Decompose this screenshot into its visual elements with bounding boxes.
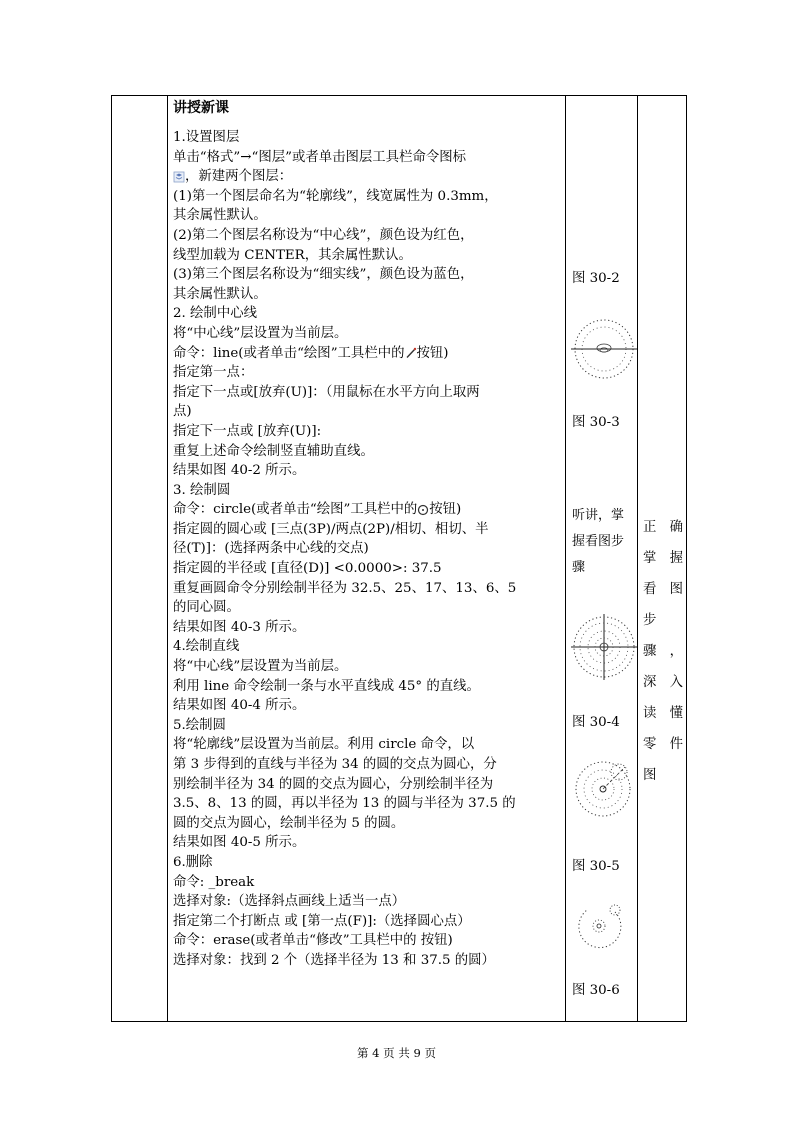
text-line: 命令: _break (173, 874, 255, 890)
objective-line: 看图 (643, 582, 683, 597)
text-line: 3.5、8、13 的圆，再以半径为 13 的圆与半径为 37.5 的 (173, 796, 516, 812)
figure-label: 图 30-3 (572, 415, 620, 430)
text-line: (3)第三个图层名称设为“细实线”，颜色设为蓝色， (173, 267, 474, 283)
text-line: 2. 绘制中心线 (173, 306, 257, 322)
text-line: 结果如图 40-2 所示。 (173, 463, 306, 479)
objective-line: 掌握 (643, 551, 683, 566)
text-line (173, 344, 563, 364)
text-line: 指定圆的圆心或 [三点(3P)/两点(2P)/相切、相切、半 (173, 521, 489, 537)
text-line (173, 167, 563, 187)
objective-line: 正确 (643, 520, 683, 535)
objective-line: 零件 (643, 737, 683, 752)
circle-tool-icon (417, 504, 429, 516)
objective-line: 骤， (643, 644, 683, 659)
text-segment: 按钮) (429, 502, 462, 518)
page-footer: 第 4 页 共 9 页 (357, 1046, 436, 1060)
text-line: 线型加载为 CENTER，其余属性默认。 (173, 247, 412, 263)
figure-30-6-drawing (575, 900, 627, 950)
text-line: 4.绘制直线 (173, 639, 240, 655)
text-line: 指定圆的半径或 [直径(D)] <0.0000>: 37.5 (173, 561, 442, 577)
text-line: 将“中心线”层设置为当前层。 (173, 325, 348, 341)
column-divider (637, 95, 638, 1022)
text-line: 6.删除 (173, 854, 213, 870)
text-line: 重复画圆命令分别绘制半径为 32.5、25、17、13、6、5 (173, 580, 517, 596)
objective-line: 步 (643, 613, 657, 628)
note-line: 握看图步 (572, 534, 625, 549)
text-line: 单击“格式”→“图层”或者单击图层工具栏命令图标 (173, 149, 467, 165)
objective-line: 读懂 (643, 706, 683, 721)
text-line: 别绘制半径为 34 的圆的交点为圆心，分别绘制半径为 (173, 776, 494, 792)
text-line: (2)第二个图层名称设为“中心线”，颜色设为红色， (173, 227, 474, 243)
column-divider (565, 95, 566, 1022)
text-segment: 命令：circle(或者单击“绘图”工具栏中的 (173, 502, 418, 518)
text-line: 5.绘制圆 (173, 717, 226, 733)
text-line: 指定下一点或 [放弃(U)]: (173, 423, 322, 439)
text-line: 结果如图 40-4 所示。 (173, 698, 306, 714)
figure-30-4-drawing (570, 612, 638, 682)
text-line: 结果如图 40-5 所示。 (173, 835, 306, 851)
section-heading: 讲授新课 (173, 100, 229, 116)
text-segment: 命令：line(或者单击“绘图”工具栏中的 (173, 345, 405, 361)
figure-label: 图 30-6 (572, 983, 620, 998)
figure-label: 图 30-5 (572, 859, 620, 874)
text-line: 指定第一点： (173, 365, 254, 381)
text-line: 指定第二个打断点 或 [第一点(F)]:（选择圆心点） (173, 913, 471, 929)
lesson-content (173, 97, 563, 971)
text-line: 命令：erase(或者单击“修改”工具栏中的 按钮) (173, 933, 453, 949)
layer-properties-icon (173, 171, 185, 183)
text-line: 其余属性默认。 (173, 208, 267, 224)
figure-label: 图 30-4 (572, 715, 620, 730)
teaching-objective (643, 512, 683, 791)
column-divider (167, 95, 168, 1022)
note-line: 骤 (572, 560, 586, 575)
line-tool-icon (405, 347, 417, 359)
objective-line: 深入 (643, 675, 683, 690)
text-line: 3. 绘制圆 (173, 482, 231, 498)
text-line: 1.设置图层 (173, 130, 240, 145)
text-line: 指定下一点或[放弃(U)]：（用鼠标在水平方向上取两 (173, 384, 480, 400)
text-line: 将“中心线”层设置为当前层。 (173, 659, 348, 675)
text-line: (1)第一个图层命名为“轮廓线”，线宽属性为 0.3mm， (173, 188, 498, 204)
note-line: 听讲，掌 (572, 508, 625, 523)
figure-30-5-drawing (573, 756, 635, 820)
text-line: 将“轮廓线”层设置为当前层。利用 circle 命令，以 (173, 737, 475, 753)
figure-30-3-drawing (570, 316, 638, 382)
text-line: 的同心圆。 (173, 600, 240, 616)
text-line: 结果如图 40-3 所示。 (173, 619, 306, 635)
text-segment: 按钮) (416, 345, 449, 361)
text-line: 重复上述命令绘制竖直辅助直线。 (173, 443, 374, 459)
text-line: 利用 line 命令绘制一条与水平直线成 45° 的直线。 (173, 678, 480, 694)
text-segment: ，新建两个图层： (185, 169, 293, 185)
method-note (572, 503, 632, 581)
figure-label: 图 30-2 (572, 271, 620, 286)
text-line: 径(T)]：(选择两条中心线的交点) (173, 541, 369, 557)
text-line (173, 500, 563, 520)
text-line: 选择对象:（选择斜点画线上适当一点） (173, 894, 406, 910)
text-line: 第 3 步得到的直线与半径为 34 的圆的交点为圆心，分 (173, 757, 497, 772)
text-line: 圆的交点为圆心，绘制半径为 5 的圆。 (173, 815, 405, 831)
objective-line: 图 (643, 768, 657, 783)
text-line: 选择对象：找到 2 个（选择半径为 13 和 37.5 的圆） (173, 952, 495, 968)
text-line: 其余属性默认。 (173, 286, 267, 302)
text-line: 点) (173, 404, 192, 420)
